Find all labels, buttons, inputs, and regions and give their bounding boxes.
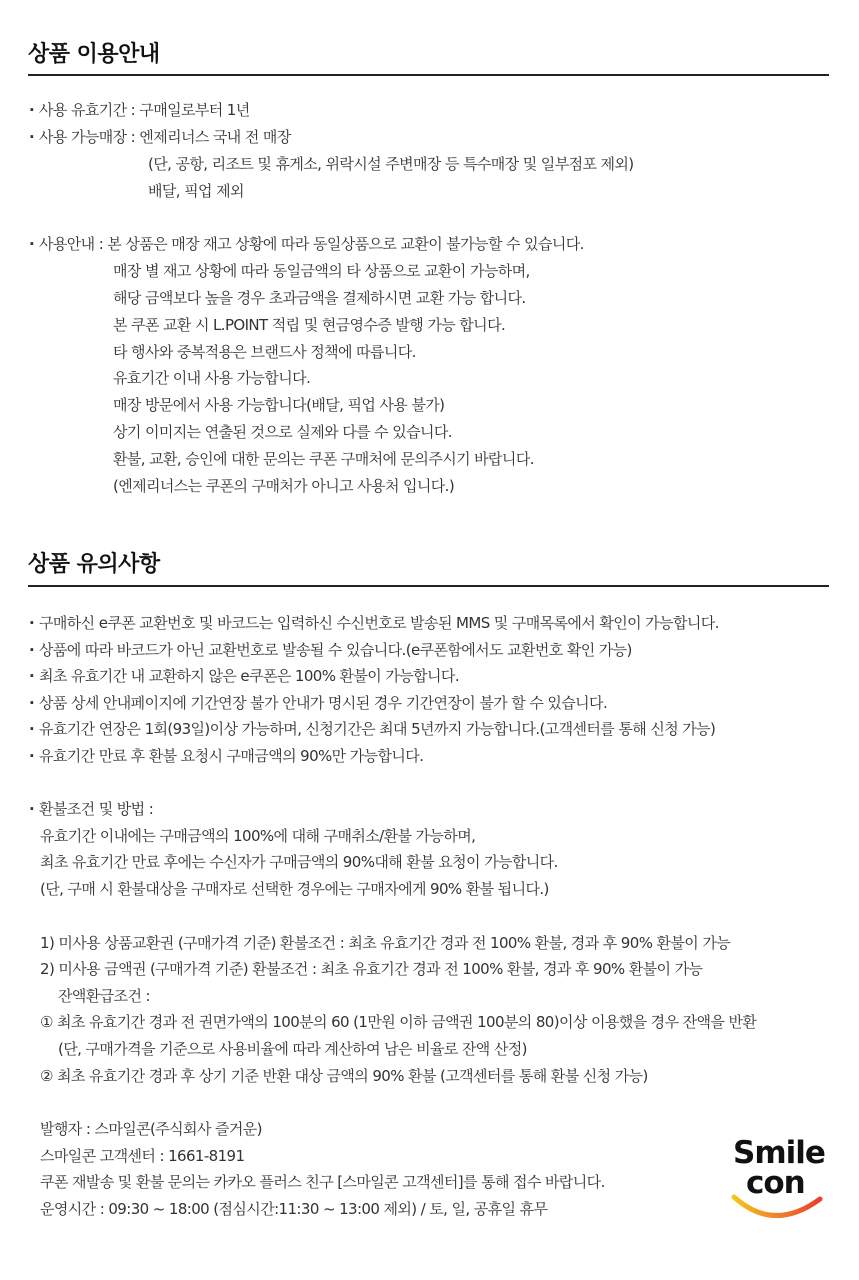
refund-condition-2: 2) 미사용 금액권 (구매가격 기준) 환불조건 : 최초 유효기간 경과 전 100% 환불, 경과 후 90% 환불이 가능 (40, 960, 703, 978)
usage-section-title: 상품 이용안내 (28, 42, 160, 67)
notice-item: · 구매하신 e쿠폰 교환번호 및 바코드는 입력하신 수신번호로 발송된 MMS 및 구매목록에서 확인이 가능합니다. (39, 613, 719, 633)
balance-refund-1: ① 최초 유효기간 경과 전 권면가액의 100분의 60 (1만원 이하 금액권 100분의 80)이상 이용했을 경우 잔액을 반환 (40, 1013, 757, 1031)
balance-refund-2: ② 최초 유효기간 경과 후 상기 기준 반환 대상 금액의 90% 환불 (고객센터를 통해 환불 신청 가능) (40, 1067, 648, 1085)
notice-item: · 최초 유효기간 내 교환하지 않은 e쿠폰은 100% 환불이 가능합니다. (39, 666, 459, 686)
notice-item: · 상품에 따라 바코드가 아닌 교환번호로 발송될 수 있습니다.(e쿠폰함에서도 교환번호 확인 가능) (39, 640, 632, 660)
logo-text-con: con (746, 1165, 805, 1201)
customer-center: 스마일콘 고객센터 : 1661-8191 (40, 1147, 245, 1165)
operating-hours: 운영시간 : 09:30 ~ 18:00 (점심시간:11:30 ~ 13:00 제외) / 토, 일, 공휴일 휴무 (40, 1200, 548, 1218)
notice-section-title: 상품 유의사항 (28, 552, 160, 577)
usage-guide-line: (엔제리너스는 쿠폰의 구매처가 아니고 사용처 입니다.) (113, 477, 455, 495)
notice-item: · 상품 상세 안내페이지에 기간연장 불가 안내가 명시된 경우 기간연장이 불가 할 수 있습니다. (39, 693, 607, 713)
notice-item: · 유효기간 만료 후 환불 요청시 구매금액의 90%만 가능합니다. (39, 746, 423, 766)
balance-refund-1-note: (단, 구매가격을 기준으로 사용비율에 따라 계산하여 남은 비율로 잔액 산정) (58, 1040, 527, 1058)
usage-guide-line: 매장 별 재고 상황에 따라 동일금액의 타 상품으로 교환이 가능하며, (113, 262, 530, 280)
usage-guide-line: 해당 금액보다 높을 경우 초과금액을 결제하시면 교환 가능 합니다. (113, 289, 526, 307)
usage-guide-line: 환불, 교환, 승인에 대한 문의는 쿠폰 구매처에 문의주시기 바랍니다. (113, 450, 534, 468)
logo-text-smile: Smile (733, 1135, 825, 1171)
usage-guide: · 사용안내 : 본 상품은 매장 재고 상황에 따라 동일상품으로 교환이 불가능할 수 있습니다. (39, 234, 584, 254)
balance-refund-heading: 잔액환급조건 : (58, 987, 150, 1005)
usage-guide-line: 타 행사와 중복적용은 브랜드사 정책에 따릅니다. (113, 343, 416, 361)
refund-line: 유효기간 이내에는 구매금액의 100%에 대해 구매취소/환불 가능하며, (40, 827, 476, 845)
refund-condition-1: 1) 미사용 상품교환권 (구매가격 기준) 환불조건 : 최초 유효기간 경과 전 100% 환불, 경과 후 90% 환불이 가능 (40, 934, 731, 952)
notice-item: · 유효기간 연장은 1회(93일)이상 가능하며, 신청기간은 최대 5년까지 가능합니다.(고객센터를 통해 신청 가능) (39, 719, 715, 739)
refund-line: (단, 구매 시 환불대상을 구매자로 선택한 경우에는 구매자에게 90% 환불 됩니다.) (40, 880, 549, 898)
usage-validity: · 사용 유효기간 : 구매일로부터 1년 (39, 100, 250, 120)
usage-stores: · 사용 가능매장 : 엔제리너스 국내 전 매장 (39, 127, 291, 147)
issuer: 발행자 : 스마일콘(주식회사 즐거운) (40, 1120, 262, 1138)
usage-guide-line: 본 쿠폰 교환 시 L.POINT 적립 및 현금영수증 발행 가능 합니다. (113, 316, 506, 334)
usage-guide-line: 상기 이미지는 연출된 것으로 실제와 다를 수 있습니다. (113, 423, 452, 441)
smilecon-logo (728, 1133, 828, 1223)
usage-stores-delivery: 배달, 픽업 제외 (148, 182, 244, 200)
usage-title-divider (28, 74, 829, 76)
usage-guide-line: 매장 방문에서 사용 가능합니다(배달, 픽업 사용 불가) (113, 396, 445, 414)
usage-guide-line: 유효기간 이내 사용 가능합니다. (113, 369, 311, 387)
refund-line: 최초 유효기간 만료 후에는 수신자가 구매금액의 90%대해 환불 요청이 가능합니다. (40, 853, 558, 871)
resend-inquiry: 쿠폰 재발송 및 환불 문의는 카카오 플러스 친구 [스마일콘 고객센터]를 통해 접수 바랍니다. (40, 1173, 605, 1191)
refund-heading: · 환불조건 및 방법 : (39, 799, 153, 819)
notice-title-divider (28, 585, 829, 587)
usage-stores-exclusion: (단, 공항, 리조트 및 휴게소, 위락시설 주변매장 등 특수매장 및 일부점포 제외) (148, 155, 634, 173)
